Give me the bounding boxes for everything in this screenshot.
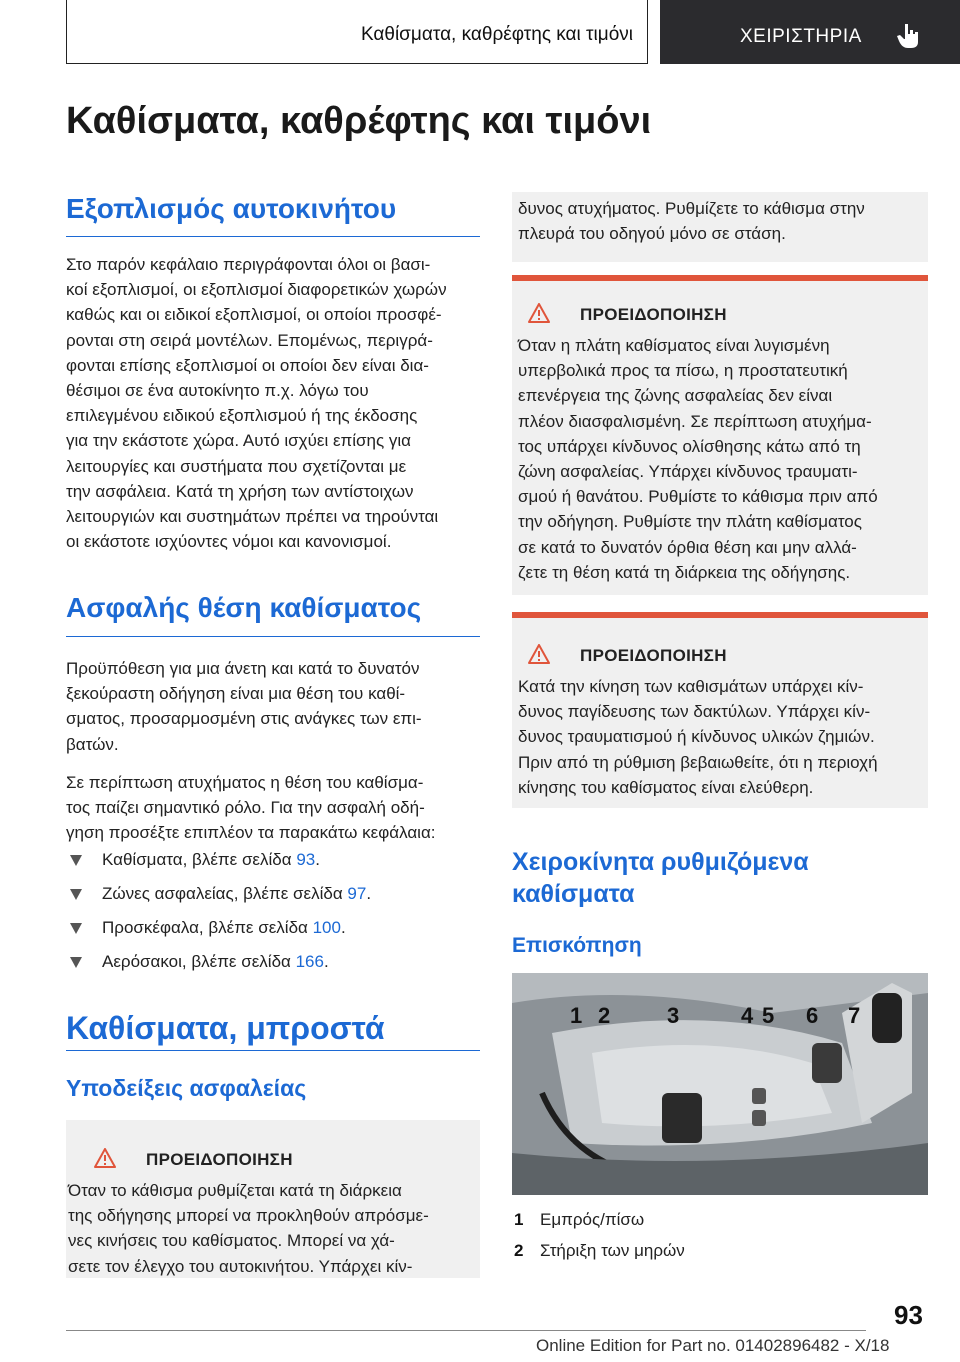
bullet-triangle-icon	[70, 923, 82, 934]
list-item-label: Ζώνες ασφαλείας, βλέπε σελίδα	[102, 884, 348, 903]
section-tab	[660, 0, 960, 64]
text-line: Στο παρόν κεφάλαιο περιγράφονται όλοι οι βασι-	[66, 255, 431, 274]
warning-text	[518, 333, 924, 585]
text-line: Προϋπόθεση για μια άνετη και κατά το δυνατόν	[66, 659, 420, 678]
page-reference-link[interactable]: 93	[296, 850, 316, 869]
subheading-safety-notes: Υποδείξεις ασφαλείας	[66, 1075, 307, 1101]
text-line: Πριν από τη ρύθμιση βεβαιωθείτε, ότι η περιοχή	[518, 752, 878, 772]
bullet-triangle-icon	[70, 855, 82, 866]
callout-number: 2	[598, 1003, 611, 1028]
text-line: Κατά την κίνηση των καθισμάτων υπάρχει κίν-	[518, 677, 864, 696]
text-line: την ασφάλεια. Κατά τη χρήση των αντίστοιχων	[66, 481, 414, 501]
text-line: ζετε τη θέση κατά τη διάρκεια της οδήγησης.	[518, 562, 851, 582]
list-item-period: .	[315, 850, 320, 869]
heading-line-1: Χειροκίνητα ρυθμιζόμενα	[512, 848, 809, 876]
text-line: λειτουργίες και συστήματα που σχετίζονται με	[66, 456, 407, 476]
footer-edition: Online Edition for Part no. 01402896482 - X/18	[536, 1336, 890, 1355]
text-line: κοί εξοπλισμοί, οι εξοπλισμοί διαφορετικών χωρών	[66, 280, 447, 300]
warning-bar	[512, 612, 928, 618]
text-line: επενέργεια της ζώνης ασφαλείας δεν είναι	[518, 386, 833, 406]
text-line: κίνησης του καθίσματος είναι ελεύθερη.	[518, 777, 814, 797]
bullet-triangle-icon	[70, 889, 82, 900]
legend-number: 1	[514, 1210, 524, 1229]
callout-number: 5	[762, 1003, 775, 1028]
section-heading-manual-seats	[512, 846, 809, 910]
list-item-label: Αερόσακοι, βλέπε σελίδα	[102, 952, 296, 971]
seat-controls-photo	[512, 973, 928, 1195]
warning-text-continued	[518, 196, 924, 246]
chapter-title: Καθίσματα, καθρέφτης και τιμόνι	[360, 24, 633, 45]
list-item-label: Καθίσματα, βλέπε σελίδα	[102, 850, 297, 869]
text-line: δυνος παγίδευσης των δακτύλων. Υπάρχει κίν-	[518, 702, 871, 722]
warning-box-backrest	[512, 275, 928, 595]
text-line: για την εκάστοτε χώρα. Αυτό ισχύει επίσης για	[66, 431, 412, 451]
warning-title: ΠΡΟΕΙΔΟΠΟΙΗΣΗ	[580, 646, 727, 665]
text-line: σε κατά το δυνατόν όρθια θέση και μην αλλά-	[518, 537, 857, 557]
section-heading-front-seats: Καθίσματα, μπροστά	[66, 1010, 385, 1046]
text-line: ζώνη ασφαλείας. Υπάρχει κίνδυνος τραυματι-	[518, 462, 858, 482]
callout-number: 6	[806, 1003, 819, 1028]
warning-triangle-icon	[94, 1148, 116, 1168]
equipment-paragraph	[66, 252, 480, 554]
footer-rule	[66, 1330, 866, 1331]
text-line: Σε περίπτωση ατυχήματος η θέση του καθίσμα-	[66, 773, 424, 792]
section-tab-label: ΧΕΙΡΙΣΤΗΡΙΑ	[740, 26, 862, 47]
safe-seat-paragraph-2	[66, 770, 480, 846]
pointing-hand-icon	[896, 22, 922, 50]
text-line: πλευρά του οδηγού μόνο σε στάση.	[518, 224, 786, 244]
text-line: καθώς και οι ειδικοί εξοπλισμοί, οι οποίοι προσφέ-	[66, 305, 442, 325]
text-line: πλέον διασφαλισμένη. Σε περίπτωση ατυχήμα-	[518, 411, 872, 431]
warning-triangle-icon	[528, 644, 550, 664]
subheading-overview: Επισκόπηση	[512, 934, 642, 957]
text-line: σματος, προσαρμοσμένη στις ανάγκες των επι-	[66, 709, 422, 729]
warning-text	[518, 674, 924, 800]
warning-box-continued	[512, 192, 928, 262]
heading-rule	[66, 236, 480, 237]
text-line: επιλεγμένου ειδικού εξοπλισμού ή της έκδοσης	[66, 406, 418, 426]
chapter-header	[66, 0, 648, 64]
list-item-period: .	[366, 884, 372, 903]
text-line: σμού ή θανάτου. Ρυθμίστε το κάθισμα πριν από	[518, 487, 878, 507]
text-line: δυνος ατυχήματος. Ρυθμίζετε το κάθισμα στην	[518, 199, 865, 218]
callout-number: 7	[848, 1003, 861, 1028]
callout-number: 3	[667, 1003, 680, 1028]
heading-rule	[66, 636, 480, 637]
bullet-triangle-icon	[70, 957, 82, 968]
text-line: Όταν το κάθισμα ρυθμίζεται κατά τη διάρκεια	[68, 1181, 402, 1200]
legend-text: Στήριξη των μηρών	[540, 1241, 685, 1260]
text-line: τος παίζει σημαντικό ρόλο. Για την ασφαλή οδή-	[66, 798, 425, 818]
warning-triangle-icon	[528, 303, 550, 323]
text-line: γηση προσέξτε επιπλέον τα παρακάτω κεφάλαια:	[66, 823, 436, 843]
page-reference-link[interactable]: 166	[295, 952, 324, 971]
text-line: θέσιμοι σε ένα αυτοκίνητο π.χ. λόγω του	[66, 381, 369, 401]
warning-title: ΠΡΟΕΙΔΟΠΟΙΗΣΗ	[580, 305, 727, 324]
text-line: ξεκούραστη οδήγηση είναι μια θέση του καθί-	[66, 684, 406, 704]
heading-rule	[66, 1050, 480, 1051]
safe-seat-paragraph-1	[66, 656, 480, 757]
list-item-period: .	[340, 918, 346, 937]
text-line: οι εκάστοτε ισχύοντες νόμοι και κανονισμοί.	[66, 532, 392, 552]
text-line: Όταν η πλάτη καθίσματος είναι λυγισμένη	[518, 336, 830, 355]
page-reference-link[interactable]: 97	[347, 884, 367, 903]
text-line: σετε τον έλεγχο του αυτοκινήτου. Υπάρχει κίν-	[68, 1256, 413, 1276]
warning-box-pinching	[512, 612, 928, 808]
text-line: νες κινήσεις του καθίσματος. Μπορεί να χά-	[68, 1231, 395, 1251]
text-line: της οδήγησης μπορεί να προκληθούν απρόσμε-	[68, 1206, 429, 1226]
text-line: τος υπάρχει κίνδυνος ολίσθησης κάτω από τη	[518, 436, 861, 456]
text-line: βατών.	[66, 734, 119, 754]
text-line: λειτουργιών και συστημάτων πρέπει να τηρούνται	[66, 507, 439, 527]
warning-box	[66, 1120, 480, 1278]
list-item-period: .	[323, 952, 329, 971]
text-line: υπερβολικά προς τα πίσω, η προστατευτική	[518, 361, 848, 381]
section-heading-equipment: Εξοπλισμός αυτοκινήτου	[66, 193, 397, 224]
legend-text: Εμπρός/πίσω	[540, 1210, 645, 1229]
list-item-text	[102, 850, 320, 870]
list-item-text	[102, 884, 371, 904]
text-line: φονται επίσης εξοπλισμοί οι οποίοι δεν είναι δια-	[66, 355, 429, 375]
list-item-text	[102, 918, 346, 938]
text-line: ρονται στη σειρά μοντέλων. Επομένως, περιγρά-	[66, 330, 433, 350]
page-reference-link[interactable]: 100	[312, 918, 341, 937]
warning-text	[68, 1178, 478, 1279]
warning-bar	[512, 275, 928, 281]
text-line: δυνος τραυματισμού ή κίνδυνος υλικών ζημιών.	[518, 727, 875, 747]
page-title: Καθίσματα, καθρέφτης και τιμόνι	[66, 100, 652, 142]
section-heading-safe-seat: Ασφαλής θέση καθίσματος	[66, 592, 422, 623]
callout-number: 4	[741, 1003, 754, 1028]
list-item-label: Προσκέφαλα, βλέπε σελίδα	[102, 918, 313, 937]
callout-number: 1	[570, 1003, 583, 1028]
page-number: 93	[894, 1300, 923, 1330]
list-item-text	[102, 952, 329, 972]
text-line: την οδήγηση. Ρυθμίστε την πλάτη καθίσματος	[518, 512, 862, 532]
legend-number: 2	[514, 1241, 524, 1260]
heading-line-2: καθίσματα	[512, 880, 635, 908]
warning-title: ΠΡΟΕΙΔΟΠΟΙΗΣΗ	[146, 1150, 293, 1169]
